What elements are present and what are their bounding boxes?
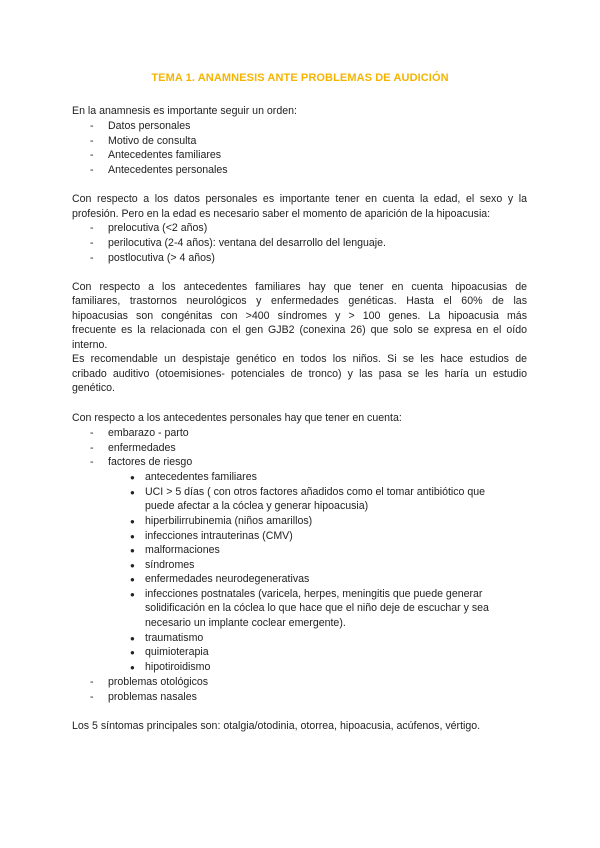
bullet-item-continued: solidificación en la cóclea lo que hace que el niño deje de escuchar y sea — [145, 602, 489, 614]
list-dash: - — [90, 252, 94, 264]
paragraph-line: genético. — [72, 382, 115, 394]
list-dash: - — [90, 427, 94, 439]
page-title: TEMA 1. ANAMNESIS ANTE PROBLEMAS DE AUDICIÓN — [151, 72, 449, 84]
bullet-item: quimioterapia — [145, 646, 209, 658]
list-dash: - — [90, 149, 94, 161]
list-item: Antecedentes familiares — [108, 149, 222, 161]
list-dash: - — [90, 456, 94, 468]
list-item: prelocutiva (<2 años) — [108, 222, 208, 234]
list-dash: - — [90, 222, 94, 234]
paragraph-line: Con respecto a los datos personales es importante tener en cuenta la edad, el sexo y la — [72, 193, 527, 205]
list-item: embarazo - parto — [108, 427, 189, 439]
list-dash: - — [90, 237, 94, 249]
paragraph-line: interno. — [72, 339, 108, 351]
list-item: enfermedades — [108, 442, 176, 454]
bullet-item: síndromes — [145, 559, 195, 571]
bullet-icon: ● — [130, 517, 135, 526]
bullet-icon: ● — [130, 575, 135, 584]
bullet-icon: ● — [130, 648, 135, 657]
list-dash: - — [90, 442, 94, 454]
bullet-icon: ● — [130, 546, 135, 555]
list-dash: - — [90, 135, 94, 147]
bullet-item: infecciones intrauterinas (CMV) — [145, 530, 293, 542]
paragraph-line: Es recomendable un despistaje genético en todos los niños. Si se les hace estudios de — [72, 353, 527, 365]
bullet-item: hipotiroidismo — [145, 661, 211, 673]
bullet-icon: ● — [130, 488, 135, 497]
list-dash: - — [90, 676, 94, 688]
bullet-icon: ● — [130, 561, 135, 570]
bullet-icon: ● — [130, 634, 135, 643]
list-dash: - — [90, 120, 94, 132]
list-dash: - — [90, 164, 94, 176]
bullet-icon: ● — [130, 590, 135, 599]
bullet-icon: ● — [130, 532, 135, 541]
paragraph-line: familiares, trastornos neurológicos y enfermedades genéticas. Hasta el 60% de las — [72, 295, 527, 307]
paragraph-line: profesión. Pero en la edad es necesario saber el momento de aparición de la hipoacusia: — [72, 208, 491, 220]
paragraph-line: Con respecto a los antecedentes familiares hay que tener en cuenta hipoacusias de — [72, 281, 527, 293]
bullet-icon: ● — [130, 663, 135, 672]
bullet-item: infecciones postnatales (varicela, herpes, meningitis que puede generar — [145, 588, 483, 600]
paragraph-line: frecuente es la relacionada con el gen GJB2 (conexina 26) que solo se expresa en el oído — [72, 324, 527, 336]
list-item: factores de riesgo — [108, 456, 193, 468]
bullet-icon: ● — [130, 473, 135, 482]
list-item: Motivo de consulta — [108, 135, 197, 147]
bullet-item-continued: necesario un implante coclear emergente). — [145, 617, 346, 629]
bullet-item: antecedentes familiares — [145, 471, 257, 483]
bullet-item: malformaciones — [145, 544, 220, 556]
list-item: Datos personales — [108, 120, 191, 132]
list-item: perilocutiva (2-4 años): ventana del desarrollo del lenguaje. — [108, 237, 386, 249]
list-item: Antecedentes personales — [108, 164, 228, 176]
paragraph-line: cribado auditivo (otoemisiones- potenciales de tronco) y las pasa se les haría un estudio — [72, 368, 527, 380]
list-item: problemas otológicos — [108, 676, 209, 688]
bullet-item: enfermedades neurodegenerativas — [145, 573, 310, 585]
list-item: problemas nasales — [108, 691, 197, 703]
list-dash: - — [90, 691, 94, 703]
bullet-item-continued: puede afectar a la cóclea y generar hipoacusia) — [145, 500, 369, 512]
bullet-item: traumatismo — [145, 632, 204, 644]
paragraph-line: Con respecto a los antecedentes personales hay que tener en cuenta: — [72, 412, 402, 424]
closing-text: Los 5 síntomas principales son: otalgia/otodinia, otorrea, hipoacusia, acúfenos, vértigo. — [72, 720, 481, 732]
bullet-item: UCI > 5 días ( con otros factores añadidos como el tomar antibiótico que — [145, 486, 486, 498]
bullet-item: hiperbilirrubinemia (niños amarillos) — [145, 515, 313, 527]
list-item: postlocutiva (> 4 años) — [108, 252, 215, 264]
paragraph-line: hipoacusias son congénitas con >400 síndromes y > 100 genes. La hipoacusia más — [72, 310, 527, 322]
intro-text: En la anamnesis es importante seguir un orden: — [72, 105, 297, 117]
